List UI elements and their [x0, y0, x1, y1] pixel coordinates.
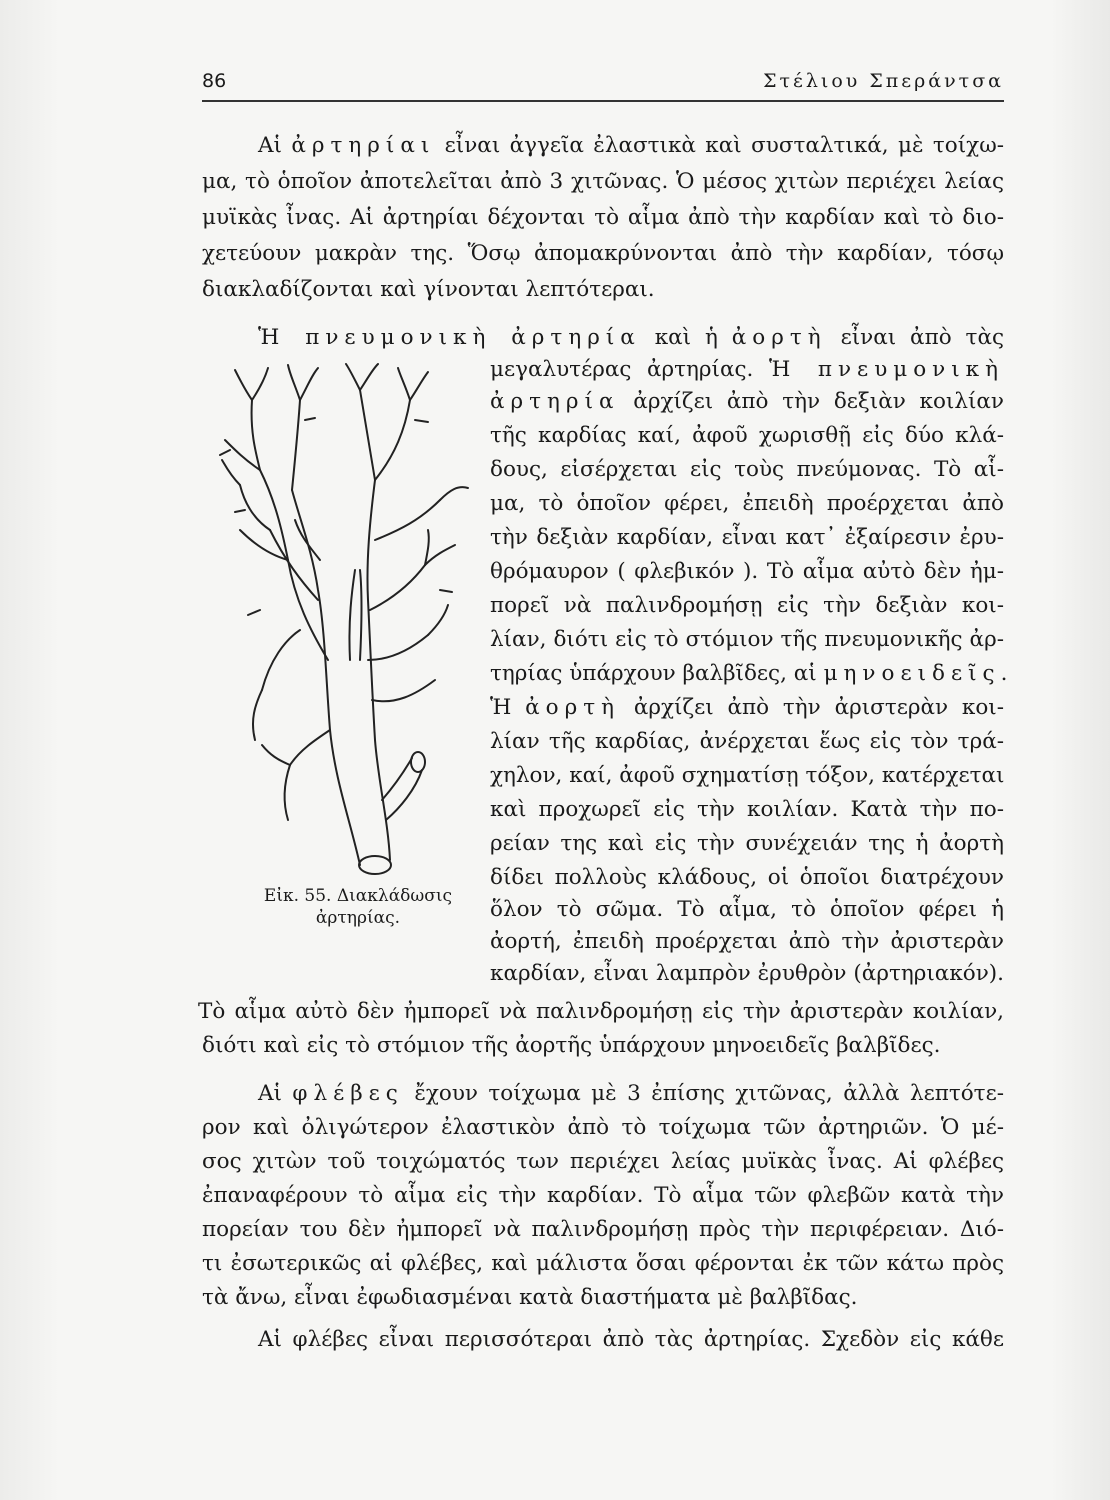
- column-line: χηλον, καί, ἀφοῦ σχηματίσῃ τόξον, κατέρχεται: [490, 763, 1005, 788]
- spaced-term: ἀρτηρίαι: [291, 133, 436, 158]
- column-line: ὅλον τὸ σῶμα. Τὸ αἷμα, τὸ ὁποῖον φέρει ἡ: [490, 897, 1004, 922]
- paragraph-line: ρον καὶ ὀλιγώτερον ἐλαστικὸν ἀπὸ τὸ τοίχωμα τῶν ἀρτηριῶν. Ὁ μέ-: [202, 1115, 1004, 1140]
- page-number: 86: [202, 70, 227, 92]
- paragraph-line: πορείαν του δὲν ἠμπορεῖ νὰ παλινδρομήσῃ πρὸς τὴν περιφέρειαν. Διό-: [202, 1217, 1004, 1242]
- column-line: Ἡ ἀορτὴ ἀρχίζει ἀπὸ τὴν ἀριστερὰν κοι-: [490, 695, 1004, 720]
- column-line: λίαν, διότι εἰς τὸ στόμιον τῆς πνευμονικῆς ἀρ-: [490, 627, 1004, 652]
- paragraph-line: διακλαδίζονται καὶ γίνονται λεπτότεραι.: [202, 277, 655, 302]
- column-line: καὶ προχωρεῖ εἰς τὴν κοιλίαν. Κατὰ τὴν πο-: [490, 797, 1004, 822]
- caption-line: Εἰκ. 55. Διακλάδωσις: [263, 886, 453, 906]
- paragraph-line: τι ἐσωτερικῶς αἱ φλέβες, καὶ μάλιστα ὅσαι φέρονται ἐκ τῶν κάτω πρὸς: [202, 1251, 1004, 1276]
- figure-caption: [228, 885, 488, 929]
- column-line: τῆς καρδίας καί, ἀφοῦ χωρισθῇ εἰς δύο κλά-: [490, 423, 1004, 448]
- paragraph-line: Αἱ φλέβες ἔχουν τοίχωμα μὲ 3 ἐπίσης χιτῶνας, ἀλλὰ λεπτότε-: [258, 1081, 1004, 1106]
- page-header: [202, 70, 1004, 100]
- column-line: ἀορτή, ἐπειδὴ προέρχεται ἀπὸ τὴν ἀριστερὰν: [490, 929, 1004, 954]
- column-line: πορεῖ νὰ παλινδρομήσῃ εἰς τὴν δεξιὰν κοι-: [490, 593, 1004, 618]
- column-line: δίδει πολλοὺς κλάδους, οἱ ὁποῖοι διατρέχουν: [490, 865, 1004, 890]
- column-line: ρείαν της καὶ εἰς τὴν συνέχειάν της ἡ ἀορτὴ: [490, 831, 1004, 856]
- paragraph-line: Αἱ ἀρτηρίαι εἶναι ἀγγεῖα ἐλαστικὰ καὶ συσταλτικά, μὲ τοίχω-: [258, 133, 1004, 158]
- column-line: τηρίας ὑπάρχουν βαλβῖδες, αἱ μηνοειδεῖς.: [490, 661, 1014, 686]
- column-line: ἀρτηρία ἀρχίζει ἀπὸ τὴν δεξιὰν κοιλίαν: [490, 389, 1004, 414]
- paragraph-line: τὰ ἄνω, εἶναι ἐφωδιασμέναι κατὰ διαστήματα μὲ βαλβῖδας.: [202, 1285, 858, 1310]
- paragraph-line: σος χιτὼν τοῦ τοιχώματός των περιέχει λείας μυϊκὰς ἶνας. Αἱ φλέβες: [202, 1149, 1004, 1174]
- spaced-term: ἀρτηρία: [490, 389, 620, 414]
- paragraph-line: διότι καὶ εἰς τὸ στόμιον τῆς ἀορτῆς ὑπάρχουν μηνοειδεῖς βαλβῖδες.: [202, 1033, 941, 1058]
- spaced-term: ἀορτὴ: [525, 695, 621, 720]
- spaced-term: Ἡ πνευμονικὴ: [768, 357, 1004, 382]
- column-line: μεγαλυτέρας ἀρτηρίας. Ἡ πνευμονικὴ: [490, 357, 1004, 382]
- artery-branching-figure: [200, 360, 480, 880]
- spaced-term: ἀορτὴ: [731, 325, 827, 350]
- spaced-term: μηνοειδεῖς.: [823, 661, 1014, 686]
- paragraph-line: Τὸ αἷμα αὐτὸ δὲν ἠμπορεῖ νὰ παλινδρομήσῃ εἰς τὴν ἀριστερὰν κοιλίαν,: [198, 999, 1004, 1024]
- paragraph-line: μα, τὸ ὁποῖον ἀποτελεῖται ἀπὸ 3 χιτῶνας. Ὁ μέσος χιτὼν περιέχει λείας: [202, 169, 1004, 194]
- running-head: Στέλιου Σπεράντσα: [763, 70, 1004, 92]
- paragraph-line: χετεύουν μακρὰν της. Ὅσῳ ἀπομακρύνονται ἀπὸ τὴν καρδίαν, τόσῳ: [202, 241, 1004, 266]
- paragraph-line: Ἡ πνευμονικὴ ἀρτηρία καὶ ἡ ἀορτὴ εἶναι ἀπὸ τὰς: [258, 325, 1005, 350]
- column-line: τὴν δεξιὰν καρδίαν, εἶναι κατ᾽ ἐξαίρεσιν ἐρυ-: [490, 525, 1004, 550]
- caption-line: ἀρτηρίας.: [315, 908, 401, 928]
- column-line: μα, τὸ ὁποῖον φέρει, ἐπειδὴ προέρχεται ἀπὸ: [490, 491, 1004, 516]
- artery-illustration: [200, 360, 480, 880]
- paragraph-line: ἐπαναφέρουν τὸ αἷμα εἰς τὴν καρδίαν. Τὸ αἷμα τῶν φλεβῶν κατὰ τὴν: [202, 1183, 1004, 1208]
- paragraph-line: μυϊκὰς ἶνας. Αἱ ἀρτηρίαι δέχονται τὸ αἷμα ἀπὸ τὴν καρδίαν καὶ τὸ διο-: [202, 205, 1004, 230]
- header-rule: [202, 100, 1004, 102]
- paragraph-line: Αἱ φλέβες εἶναι περισσότεραι ἀπὸ τὰς ἀρτηρίας. Σχεδὸν εἰς κάθε: [258, 1327, 1004, 1352]
- spaced-term: Ἡ πνευμονικὴ ἀρτηρία: [258, 325, 641, 350]
- column-line: καρδίαν, εἶναι λαμπρὸν ἐρυθρὸν (ἀρτηριακόν).: [490, 961, 1004, 986]
- column-line: δους, εἰσέρχεται εἰς τοὺς πνεύμονας. Τὸ αἷ-: [490, 457, 1004, 482]
- column-line: θρόμαυρον ( φλεβικόν ). Τὸ αἷμα αὐτὸ δὲν ἠμ-: [490, 559, 1004, 584]
- column-line: λίαν τῆς καρδίας, ἀνέρχεται ἕως εἰς τὸν τρά-: [490, 729, 1004, 754]
- spaced-term: φλέβες: [292, 1081, 404, 1106]
